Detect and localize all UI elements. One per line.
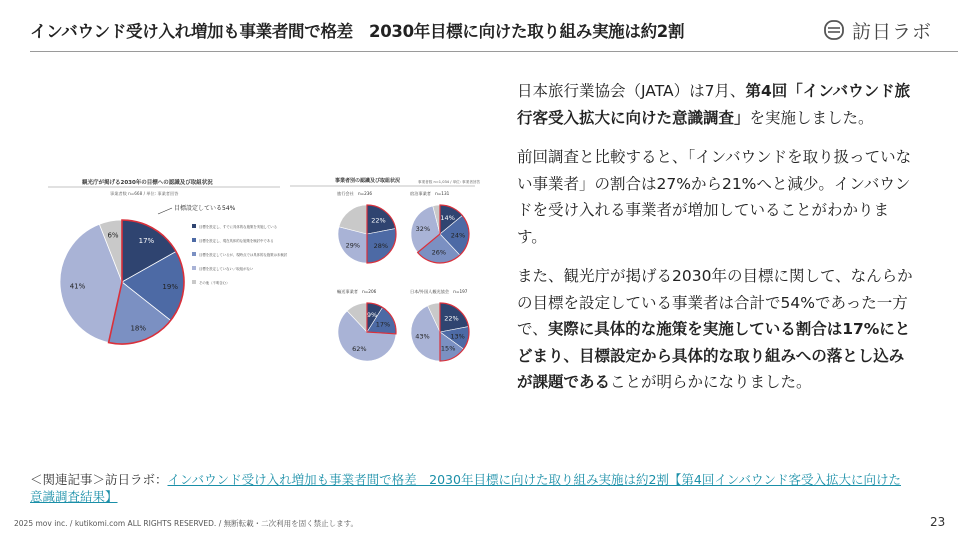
mini-pie-label: 29% [345,241,361,250]
p3-text-a: また、観光庁が掲げる2030年の目標に関して、なんらかの目標を設定している事業者は合計で54%であった一方で、 [517,267,913,338]
mini-pie-label: 22% [444,314,459,323]
mini-pie-label: 24% [450,231,466,240]
mini-pie-title: 輸送事業者 n=206 [337,289,377,294]
legend-item: 目標を設定しているが、現時点では具体的な施策は未検討 [199,253,288,257]
paragraph-1 [517,78,917,131]
mini-pie-label: 62% [352,344,367,353]
mini-pie-label: 9% [366,311,378,320]
right-pie-grid [337,190,469,361]
p1-text-a: 日本旅行業協会（JATA）は7月、 [517,82,746,100]
brand-logo [822,14,952,46]
mini-pie-title: 旅行会社 n=236 [337,191,373,196]
mini-pie-label: 17% [375,320,391,329]
p1-bold: 第4回「インバウンド旅行客受入拡大に向けた意識調査」 [517,82,911,127]
logo-icon [822,18,846,42]
figure-left-title: 観光庁が掲げる2030年の目標への認識及び取組状況 [82,180,213,186]
related-article [30,471,910,505]
survey-figure [40,172,480,362]
article-body [517,78,917,409]
legend-item: その他（不明含む） [199,281,230,285]
left-pie-label: 18% [130,324,147,333]
paragraph-3 [517,263,917,396]
left-pie-label: 17% [138,237,155,246]
left-pie-chart [60,220,184,344]
related-prefix: ＜関連記事＞訪日ラボ： [30,472,168,487]
left-legend [192,224,288,285]
legend-swatch [192,252,196,256]
callout-line [158,208,172,214]
figure-right-note: 事業者数 n=1,034 / 単位: 事業者回答 [418,180,480,184]
left-pie-label: 19% [162,282,178,291]
legend-swatch [192,266,196,270]
legend-item: 目標を設定していない／取組がない [199,267,254,271]
mini-pie-title: 日本/外国人観光協会 n=197 [410,289,468,294]
legend-swatch [192,280,196,284]
title-divider [30,51,958,52]
mini-pie-label: 43% [415,332,430,341]
mini-pie-label: 13% [450,332,465,341]
p1-text-c: を実施しました。 [749,108,874,127]
mini-pie-label: 14% [440,214,455,223]
mini-pie-title: 宿泊事業者 n=131 [410,191,450,196]
mini-pie-label: 32% [415,224,431,233]
mini-pie-label: 26% [431,248,447,257]
page-number: 23 [930,515,946,529]
mini-pie-label: 28% [373,241,389,250]
figure-right-title: 事業者別の認識及び取組状況 [335,178,401,184]
paragraph-2: 前回調査と比較すると、「インバウンドを取り扱っていない事業者」の割合は27%から21%へと減少。インバウンドを受け入れる事業者が増加していることがわかります。 [517,148,912,246]
legend-item: 目標を設定し、すでに具体的な施策を実施している [199,225,278,229]
page-title: インバウンド受け入れ増加も事業者間で格差 2030年目標に向けた取り組み実施は約2割 [30,22,685,41]
callout-label: 目標設定している54% [174,205,236,212]
left-pie-label: 41% [69,282,86,291]
related-article-link[interactable]: インバウンド受け入れ増加も事業者間で格差 2030年目標に向けた取り組み実施は約2割【第4回インバウンド客受入拡大に向けた意識調査結果】 [30,472,901,504]
p3-bold: 実際に具体的な施策を実施している割合は17%にとどまり、目標設定から具体的な取り組みへの落とし込みが課題である [517,320,911,391]
legend-swatch [192,238,196,242]
mini-pie-label: 22% [371,216,386,225]
mini-pie-label: 15% [440,344,456,353]
p3-text-c: ことが明らかになりました。 [610,373,812,391]
logo-text: 訪日ラボ [852,20,933,43]
legend-swatch [192,224,196,228]
copyright-notice: 2025 mov inc. / kutikomi.com ALL RIGHTS RESERVED. / 無断転載・二次利用を固く禁止します。 [14,519,359,528]
legend-item: 目標を設定し、現在具体的な施策を検討中である [199,239,274,243]
figure-left-subtitle: 事業者数 n=668 / 単位: 事業者回答 [110,191,179,196]
left-pie-label: 6% [107,231,119,240]
